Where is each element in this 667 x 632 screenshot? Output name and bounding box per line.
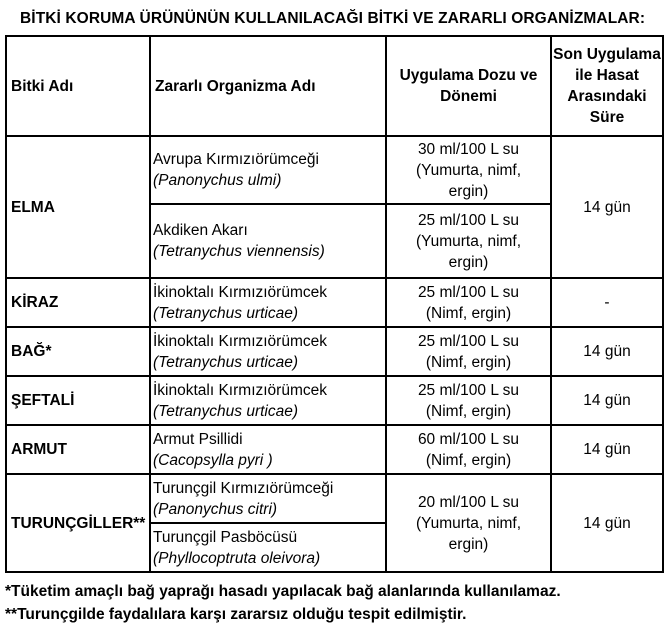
- pest-latin-name: (Tetranychus urticae): [153, 304, 299, 322]
- crop-name: ELMA: [6, 136, 150, 278]
- footnotes: [5, 580, 561, 626]
- dose-cell: [386, 278, 551, 327]
- dose-stage: (Nimf, ergin): [425, 402, 512, 420]
- table-row: [6, 474, 663, 523]
- dose-cell: [386, 425, 551, 474]
- header-zararli: Zararlı Organizma Adı: [150, 36, 386, 136]
- dose-stage: (Yumurta, nimf,: [415, 514, 522, 532]
- harvest-period: 14 gün: [551, 136, 663, 278]
- dose-stage-cont: ergin): [448, 253, 489, 271]
- header-sure-line2: ile Hasat: [575, 67, 639, 84]
- pest-common-name: İkinoktalı Kırmızıörümcek: [153, 332, 327, 350]
- crop-name: KİRAZ: [6, 278, 150, 327]
- pest-common-name: Turunçgil Kırmızıörümceği: [153, 479, 334, 497]
- pest-common-name: Akdiken Akarı: [153, 222, 248, 239]
- pest-cell: [150, 327, 386, 376]
- page-title: BİTKİ KORUMA ÜRÜNÜNÜN KULLANILACAĞI BİTKİ VE ZARARLI ORGANİZMALAR:: [20, 10, 646, 27]
- harvest-period: -: [551, 278, 663, 327]
- footnote-1: *Tüketim amaçlı bağ yaprağı hasadı yapılacak bağ alanlarında kullanılamaz.: [5, 583, 561, 600]
- pest-common-name: Armut Psillidi: [153, 430, 243, 448]
- dose-cell: [386, 204, 551, 278]
- dose-amount: 60 ml/100 L su: [417, 430, 520, 448]
- footnote-2: **Turunçgilde faydalılara karşı zararsız olduğu tespit edilmiştir.: [5, 606, 467, 623]
- pest-latin-name: (Panonychus ulmi): [153, 172, 282, 189]
- header-doz-line2: Dönemi: [440, 88, 497, 105]
- header-sure-line3: Arasındaki: [567, 88, 647, 105]
- header-sure-line1: Son Uygulama: [553, 46, 661, 63]
- pest-latin-name: (Tetranychus urticae): [153, 402, 299, 420]
- harvest-period: 14 gün: [551, 327, 663, 376]
- pest-latin-name: (Tetranychus viennensis): [153, 243, 325, 260]
- dose-cell: [386, 327, 551, 376]
- dose-stage: (Yumurta, nimf,: [415, 161, 522, 179]
- dose-amount: 25 ml/100 L su: [417, 332, 520, 350]
- crop-pest-table: [5, 35, 664, 573]
- pest-cell: [150, 474, 386, 523]
- dose-amount: 25 ml/100 L su: [417, 283, 520, 301]
- pest-cell: [150, 376, 386, 425]
- header-bitki: Bitki Adı: [6, 36, 150, 136]
- dose-stage: (Nimf, ergin): [425, 451, 512, 469]
- crop-name: ARMUT: [6, 425, 150, 474]
- dose-amount: 20 ml/100 L su: [417, 493, 520, 511]
- pest-latin-name: (Panonychus citri): [153, 500, 278, 518]
- pest-latin-name: (Cacopsylla pyri ): [153, 451, 273, 469]
- table-row: [6, 425, 663, 474]
- dose-amount: 25 ml/100 L su: [417, 211, 520, 229]
- dose-cell: [386, 136, 551, 204]
- pest-cell: [150, 425, 386, 474]
- pest-cell: [150, 136, 386, 204]
- harvest-period: 14 gün: [551, 376, 663, 425]
- pest-common-name: İkinoktalı Kırmızıörümcek: [153, 283, 327, 301]
- pest-latin-name: (Phyllocoptruta oleivora): [153, 549, 321, 567]
- crop-name: TURUNÇGİLLER**: [6, 474, 150, 572]
- dose-stage: (Yumurta, nimf,: [415, 232, 522, 250]
- harvest-period: 14 gün: [551, 474, 663, 572]
- header-sure-line4: Süre: [589, 109, 625, 126]
- crop-name: ŞEFTALİ: [6, 376, 150, 425]
- pest-cell: [150, 278, 386, 327]
- pest-common-name: Turunçgil Pasböcüsü: [153, 528, 298, 546]
- dose-cell: [386, 474, 551, 572]
- table-row: [6, 327, 663, 376]
- pest-cell: [150, 204, 386, 278]
- pest-cell: [150, 523, 386, 572]
- pest-common-name: Avrupa Kırmızıörümceği: [153, 151, 319, 168]
- header-sure: [551, 36, 663, 136]
- table-row: [6, 376, 663, 425]
- header-doz-line1: Uygulama Dozu ve: [399, 67, 538, 84]
- crop-name: BAĞ*: [6, 327, 150, 376]
- harvest-period: 14 gün: [551, 425, 663, 474]
- table-row: [6, 278, 663, 327]
- dose-stage-cont: ergin): [448, 535, 489, 553]
- header-row: [6, 36, 663, 136]
- pest-latin-name: (Tetranychus urticae): [153, 353, 299, 371]
- table-row: [6, 136, 663, 204]
- dose-amount: 25 ml/100 L su: [417, 381, 520, 399]
- dose-stage: (Nimf, ergin): [425, 353, 512, 371]
- header-doz: [386, 36, 551, 136]
- dose-cell: [386, 376, 551, 425]
- dose-stage: (Nimf, ergin): [425, 304, 512, 322]
- dose-amount: 30 ml/100 L su: [417, 140, 520, 158]
- pest-common-name: İkinoktalı Kırmızıörümcek: [153, 381, 327, 399]
- dose-stage-cont: ergin): [448, 182, 489, 200]
